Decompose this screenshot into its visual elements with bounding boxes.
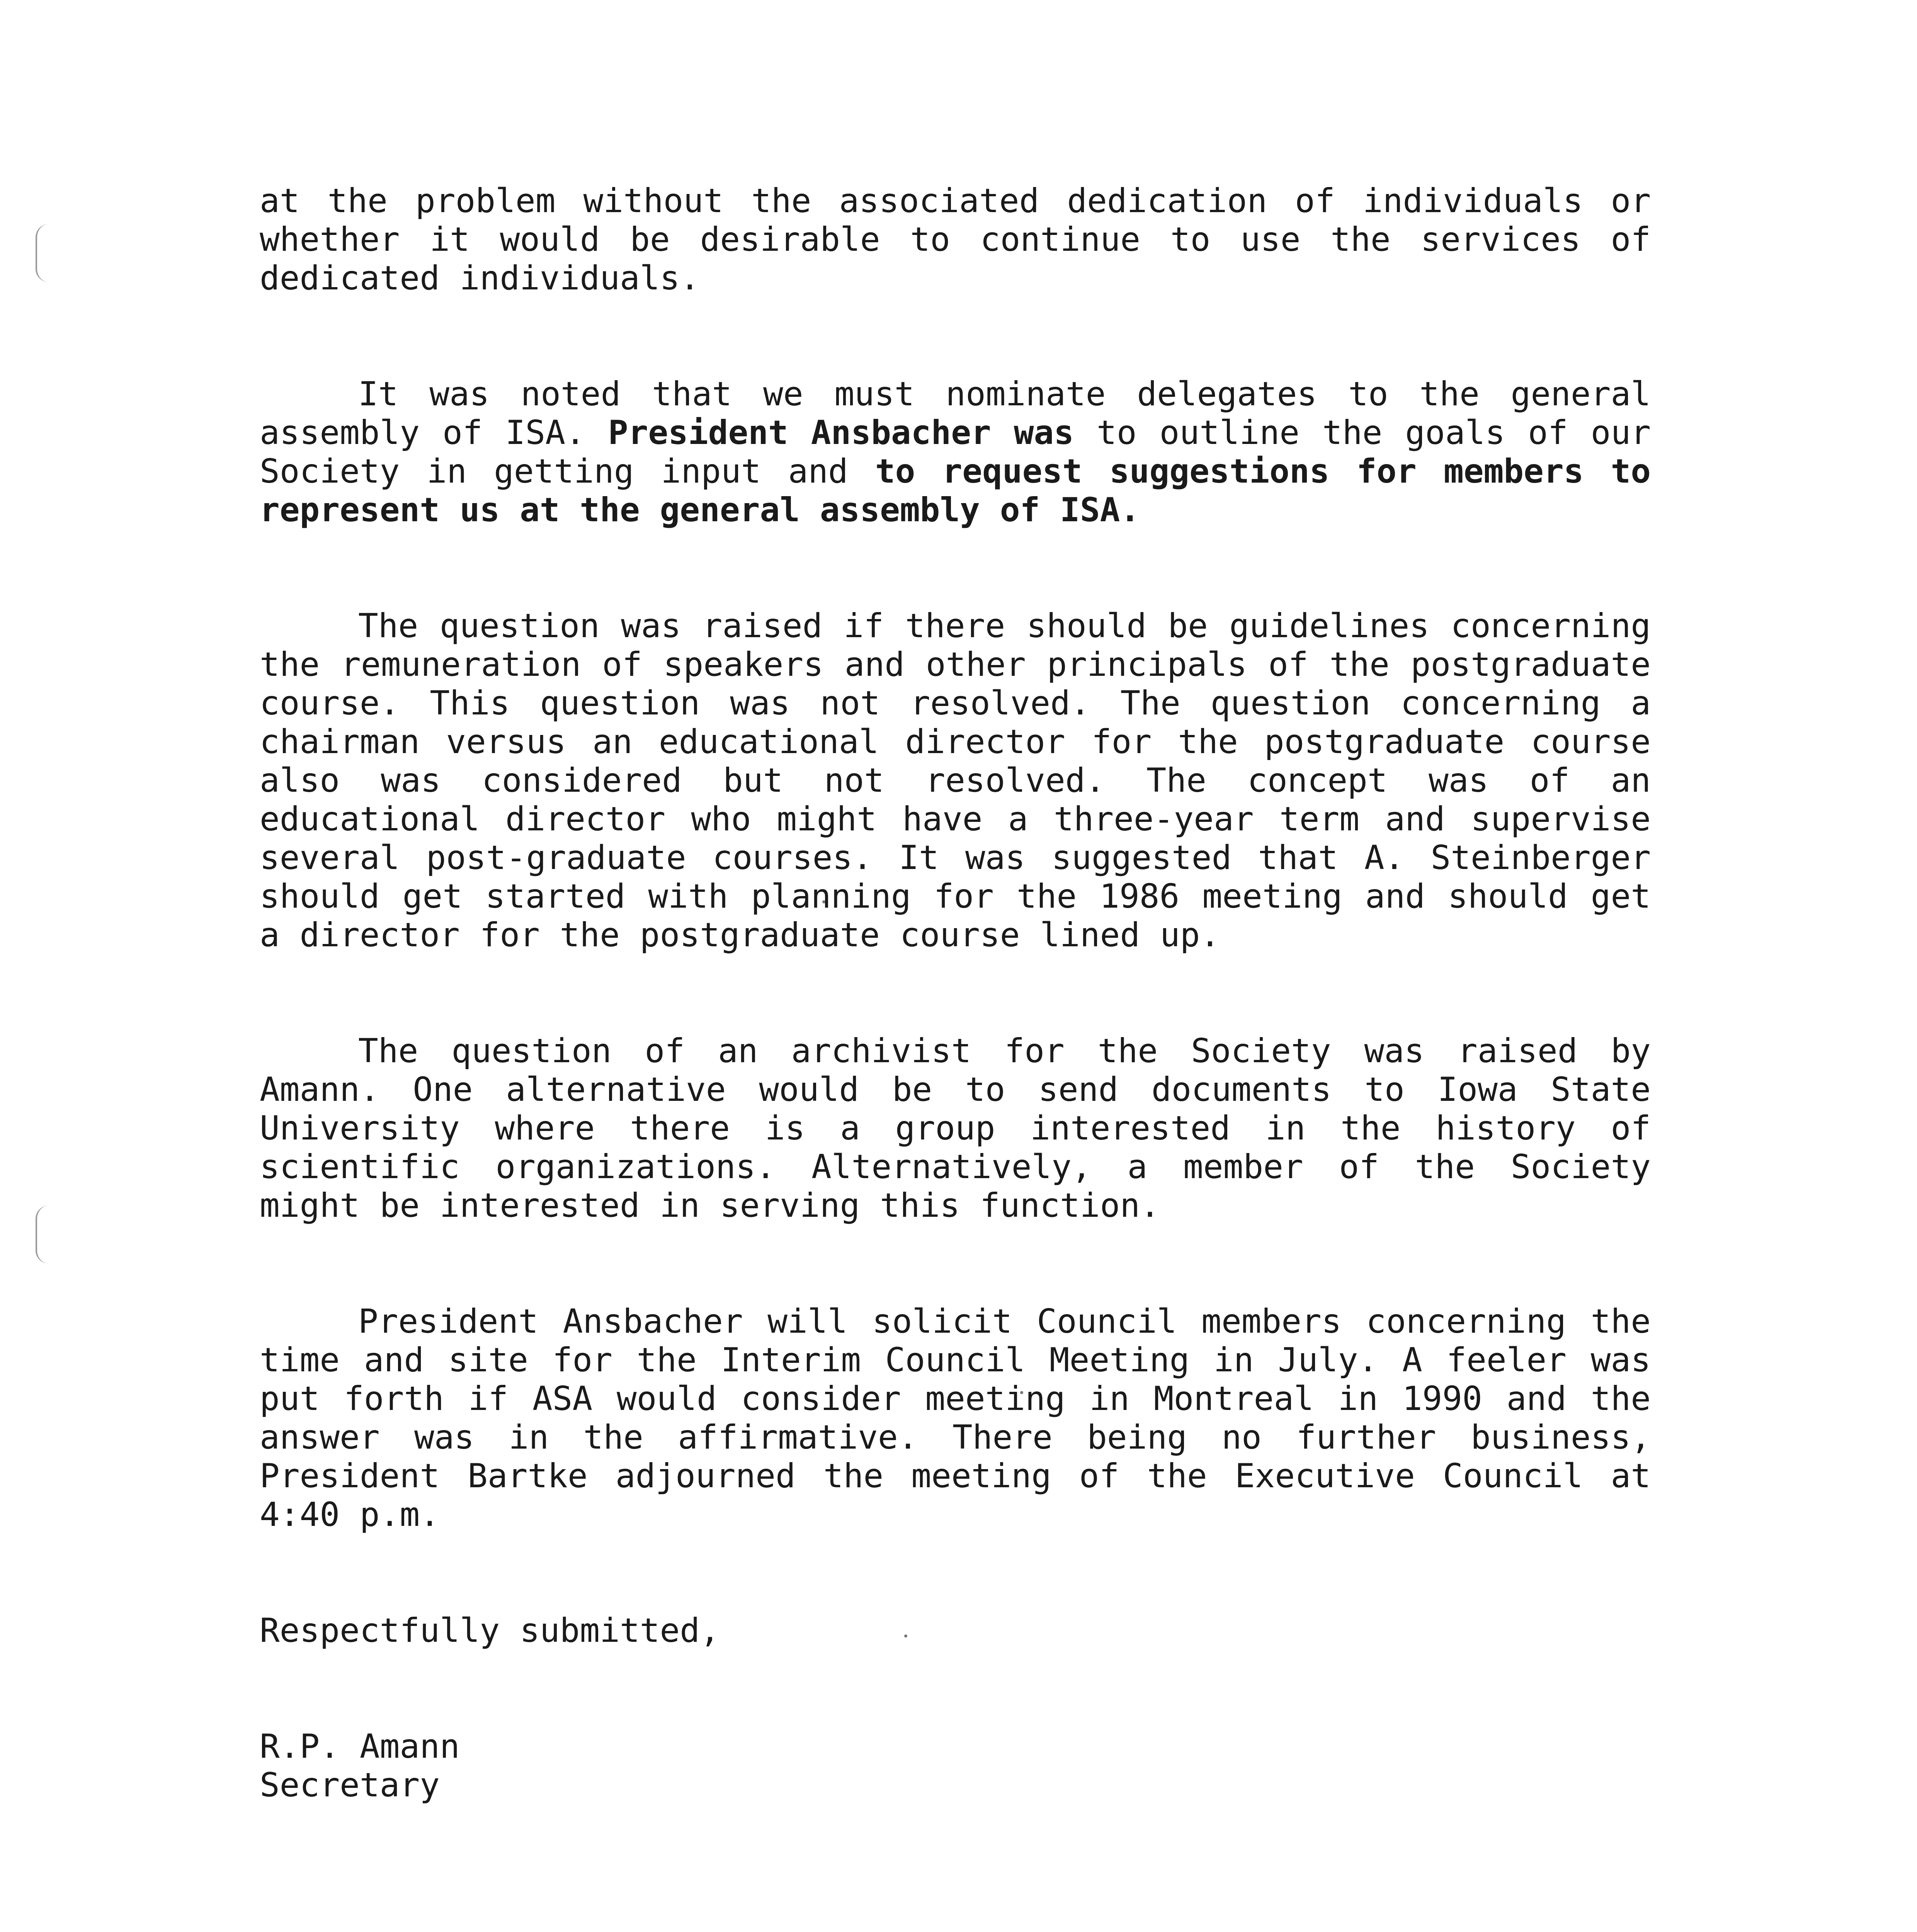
signature-block xyxy=(260,1727,1651,1804)
signature-name: R.P. Amann xyxy=(260,1727,460,1766)
paragraph-text: to outline the goals of our Society in getting input and xyxy=(260,413,1651,491)
paragraph-text: President Ansbacher will solicit Council members concerning the time and site for the Interim Council Meeting in July. A feeler was put forth if ASA would consider meeting in Montreal in 1990 and the answer was in the affirmative. There being no further business, President Bartke adjourned the meeting of the Executive Council at 4:40 p.m. xyxy=(260,1302,1651,1534)
paragraph-postgraduate-course xyxy=(260,607,1651,954)
paragraph-text: The question of an archivist for the Society was raised by Amann. One alternative would be to send documents to Iowa State University where there is a group interested in the history of scientific organizations. Alternatively, a member of the Society might be interested in serving this function. xyxy=(260,1032,1651,1225)
paragraph-interim-meeting xyxy=(260,1302,1651,1534)
paragraph-text: It was noted that we must nominate delegates to the general assembly of ISA. xyxy=(260,375,1651,452)
paragraph-continuation xyxy=(260,182,1651,298)
bold-text: President Ansbacher was xyxy=(608,413,1074,452)
bold-text: to request suggestions for members to represent us at the general assembly of ISA. xyxy=(260,452,1651,529)
paragraph-isa-delegates xyxy=(260,375,1651,529)
left-margin-punch-mark xyxy=(36,224,49,282)
closing-line xyxy=(260,1611,1651,1650)
document-body xyxy=(260,182,1651,1804)
left-margin-punch-mark xyxy=(36,1206,49,1264)
closing-text: Respectfully submitted, xyxy=(260,1611,720,1650)
signature-title: Secretary xyxy=(260,1766,440,1804)
paragraph-text: The question was raised if there should be guidelines concerning the remuneration of speakers and other principals of the postgraduate course. This question was not resolved. The question concerning a chairman versus an educational director for the postgraduate course also was considered but not resolved. The concept was of an educational director who might have a three-year term and supervise several post-graduate courses. It was suggested that A. Steinberger should get started with planning for the 1986 meeting and should get a director for the postgraduate course lined up. xyxy=(260,607,1651,954)
paragraph-archivist xyxy=(260,1032,1651,1225)
paragraph-text: at the problem without the associated dedication of individuals or whether it would be desirable to continue to use the services of dedicated individuals. xyxy=(260,182,1651,298)
